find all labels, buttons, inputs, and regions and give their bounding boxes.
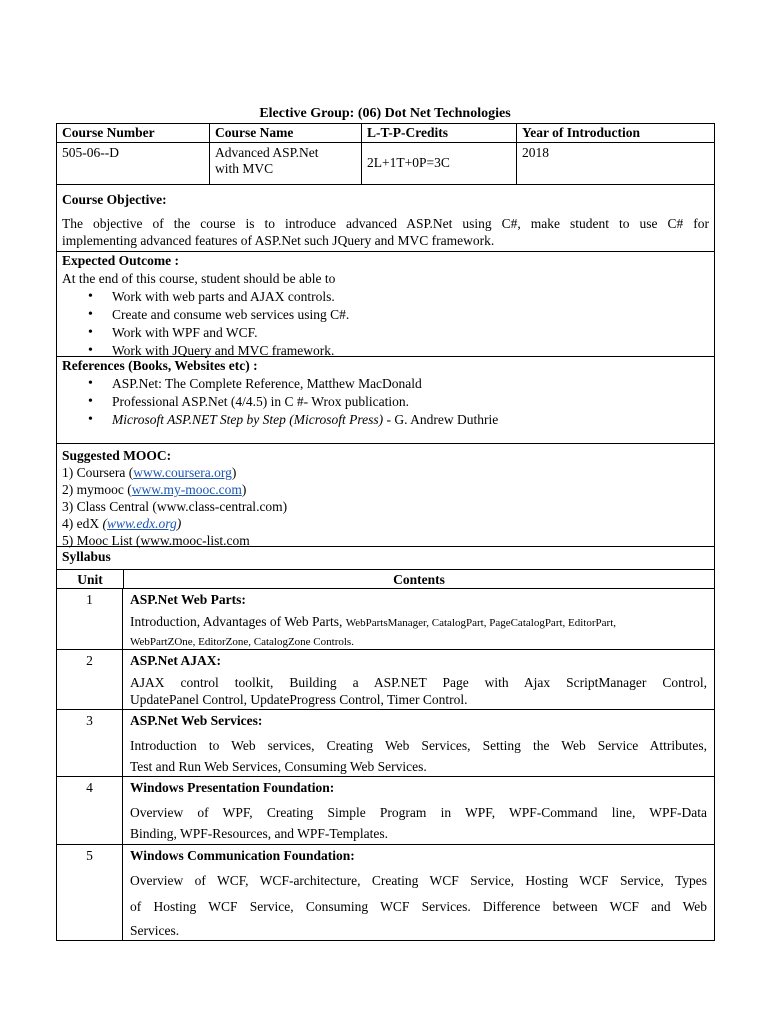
unit-desc-line1: Overview of WPF, Creating Simple Program in WPF, WPF-Command line, WPF-Data	[130, 805, 707, 820]
course-info-row	[57, 142, 714, 184]
unit-desc-line1: Overview of WCF, WCF-architecture, Creating WCF Service, Hosting WCF Service, Types	[130, 873, 707, 888]
outcome-heading: Expected Outcome :	[62, 253, 179, 268]
ltp-credits: 2L+1T+0P=3C	[361, 143, 516, 184]
header-course-name: Course Name	[209, 124, 361, 142]
unit-desc-line1: Introduction to Web services, Creating Web Services, Setting the Web Service Attributes,	[130, 738, 707, 753]
coursera-link[interactable]: www.coursera.org	[133, 465, 232, 480]
unit-number: 1	[57, 589, 123, 649]
expected-outcome-section	[57, 251, 714, 356]
header-ltp-credits: L-T-P-Credits	[361, 124, 516, 142]
unit-title: ASP.Net Web Services:	[130, 713, 263, 728]
unit-desc-line2: of Hosting WCF Service, Consuming WCF Services. Difference between WCF and Web	[130, 899, 707, 914]
unit-row-1	[57, 588, 714, 649]
mooc-section	[57, 443, 714, 546]
unit-number: 2	[57, 650, 123, 709]
course-header-row	[57, 124, 714, 142]
list-item: • Create and consume web services using C#.	[62, 306, 709, 324]
unit-row-3	[57, 709, 714, 776]
list-item: • Work with JQuery and MVC framework.	[62, 342, 709, 360]
course-name	[209, 143, 361, 184]
references-section	[57, 356, 714, 443]
reference-author: - G. Andrew Duthrie	[383, 412, 499, 427]
unit-contents	[123, 777, 714, 844]
objective-heading: Course Objective:	[62, 192, 167, 207]
unit-desc-line3: Services.	[130, 923, 180, 938]
course-name-line2: with MVC	[215, 161, 274, 176]
year-of-introduction: 2018	[516, 143, 714, 184]
mooc-item-5: 5) Mooc List (www.mooc-list.com	[62, 533, 250, 548]
unit-column-header: Unit	[57, 570, 124, 588]
list-item: • ASP.Net: The Complete Reference, Matthew MacDonald	[62, 375, 709, 393]
unit-number: 4	[57, 777, 123, 844]
syllabus-header-row	[57, 569, 714, 588]
course-table	[56, 123, 715, 941]
unit-row-2	[57, 649, 714, 709]
list-item: • Work with WPF and WCF.	[62, 324, 709, 342]
course-number: 505-06--D	[62, 145, 119, 160]
objective-line1: The objective of the course is to introduce advanced ASP.Net using C#, make student to use C# for	[62, 216, 709, 231]
unit-desc-line2: Binding, WPF-Resources, and WPF-Templates.	[130, 826, 389, 841]
page-title: Elective Group: (06) Dot Net Technologies	[259, 106, 511, 121]
unit-desc-line2: Test and Run Web Services, Consuming Web Services.	[130, 759, 427, 774]
mooc-item-1: 1) Coursera (www.coursera.org)	[62, 465, 237, 480]
course-name-line1: Advanced ASP.Net	[215, 145, 319, 160]
unit-desc-line1: AJAX control toolkit, Building a ASP.NET Page with Ajax ScriptManager Control,	[130, 675, 707, 690]
references-list	[62, 375, 709, 429]
list-item: • Work with web parts and AJAX controls.	[62, 288, 709, 306]
edx-link[interactable]: www.edx.org	[107, 516, 177, 531]
mooc-item-2: 2) mymooc (www.my-mooc.com)	[62, 482, 247, 497]
references-heading: References (Books, Websites etc) :	[62, 358, 258, 373]
reference-italic-title: Microsoft ASP.NET Step by Step (Microsoft Press)	[112, 412, 384, 427]
mymooc-link[interactable]: www.my-mooc.com	[131, 482, 242, 497]
mooc-heading: Suggested MOOC:	[62, 448, 172, 463]
unit-desc-line2: UpdatePanel Control, UpdateProgress Control, Timer Control.	[130, 692, 468, 707]
mooc-item-3: 3) Class Central (www.class-central.com)	[62, 499, 288, 514]
unit-number: 5	[57, 845, 123, 940]
unit-title: ASP.Net AJAX:	[130, 653, 221, 668]
course-objective-section	[57, 184, 714, 251]
unit-contents	[123, 650, 714, 709]
unit-number: 3	[57, 710, 123, 776]
list-item: • Professional ASP.Net (4/4.5) in C #- Wrox publication.	[62, 393, 709, 411]
mooc-item-4: 4) edX (www.edx.org)	[62, 516, 182, 531]
unit-title: ASP.Net Web Parts:	[130, 592, 246, 607]
unit-title: Windows Presentation Foundation:	[130, 780, 335, 795]
unit-title: Windows Communication Foundation:	[130, 848, 355, 863]
unit-desc-line2: WebPartZOne, EditorZone, CatalogZone Controls.	[130, 636, 354, 648]
outcome-list	[62, 288, 709, 360]
header-course-number: Course Number	[62, 125, 155, 140]
contents-column-header: Contents	[393, 572, 445, 587]
unit-row-4	[57, 776, 714, 844]
header-year: Year of Introduction	[516, 124, 714, 142]
unit-contents	[123, 845, 714, 940]
unit-contents	[123, 589, 714, 649]
list-item	[62, 411, 709, 429]
unit-contents	[123, 710, 714, 776]
unit-desc-line1: Introduction, Advantages of Web Parts, WebPartsManager, CatalogPart, PageCatalogPart, EditorPart,	[130, 614, 616, 629]
objective-line2: implementing advanced features of ASP.Net such JQuery and MVC framework.	[62, 233, 495, 248]
syllabus-heading: Syllabus	[57, 546, 714, 569]
outcome-intro: At the end of this course, student should be able to	[62, 271, 336, 286]
unit-row-5	[57, 844, 714, 940]
